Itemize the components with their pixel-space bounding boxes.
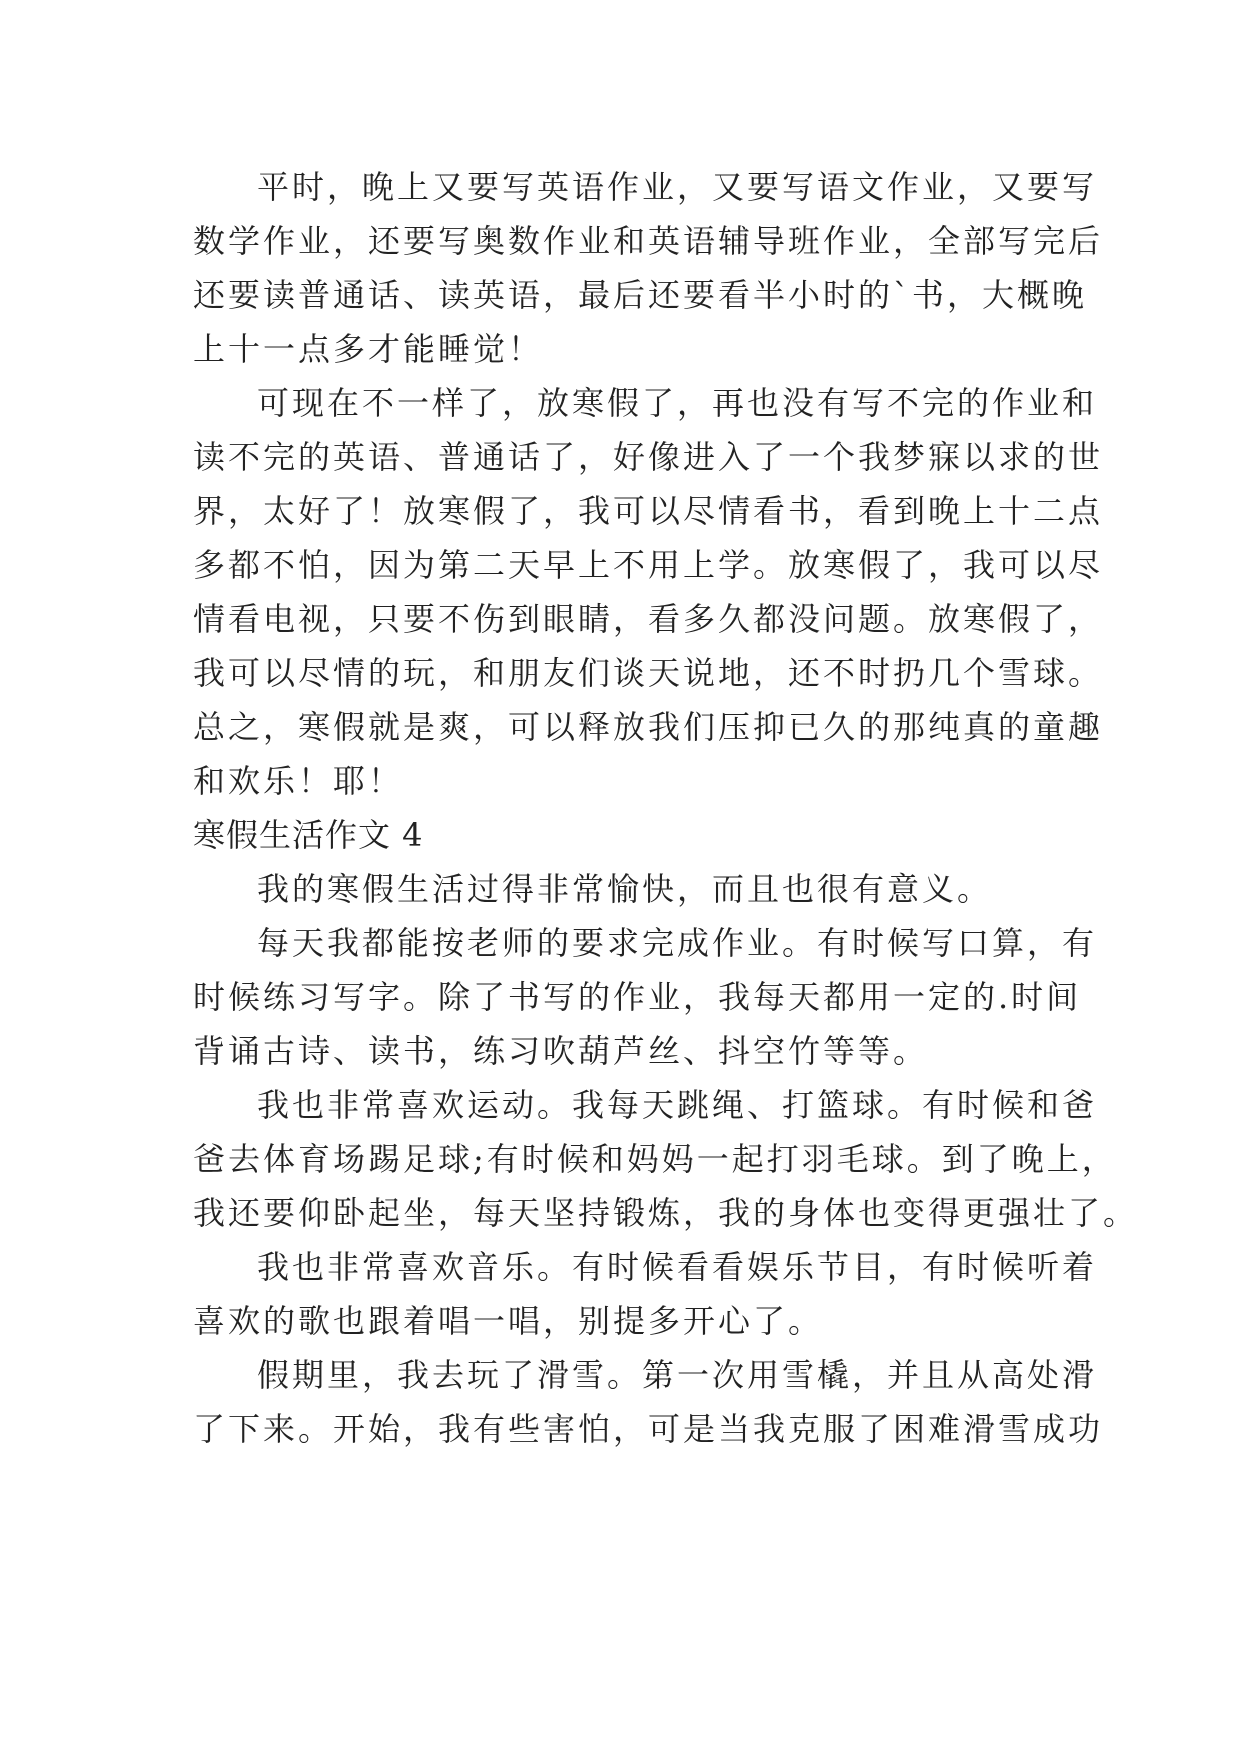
text-line: 界，太好了！放寒假了，我可以尽情看书，看到晚上十二点: [193, 492, 1104, 530]
text-line: 时候练习写字。除了书写的作业，我每天都用一定的.时间: [193, 978, 1082, 1016]
paragraph: [193, 160, 1104, 376]
text-line: 我也非常喜欢音乐。有时候看看娱乐节目，有时候听着: [257, 1248, 1098, 1286]
section-heading: 寒假生活作文 4: [193, 816, 424, 854]
text-line: 数学作业，还要写奥数作业和英语辅导班作业，全部写完后: [193, 222, 1104, 260]
paragraph: [193, 1078, 1139, 1240]
text-line: 我还要仰卧起坐，每天坚持锻炼，我的身体也变得更强壮了。: [193, 1194, 1139, 1232]
document-body: [193, 160, 1139, 1456]
text-line: 背诵古诗、读书，练习吹葫芦丝、抖空竹等等。: [193, 1032, 929, 1070]
text-line: 了下来。开始，我有些害怕，可是当我克服了困难滑雪成功: [193, 1410, 1104, 1448]
text-line: 和欢乐！耶！: [193, 762, 404, 800]
text-line: 爸去体育场踢足球;有时候和妈妈一起打羽毛球。到了晚上，: [193, 1140, 1117, 1178]
paragraph: [193, 916, 1098, 1078]
text-line: 我也非常喜欢运动。我每天跳绳、打篮球。有时候和爸: [257, 1086, 1098, 1124]
paragraph: [193, 862, 1073, 916]
text-line: 平时，晚上又要写英语作业，又要写语文作业，又要写: [257, 168, 1098, 206]
text-line: 喜欢的歌也跟着唱一唱，别提多开心了。: [193, 1302, 824, 1340]
text-line: 我可以尽情的玩，和朋友们谈天说地，还不时扔几个雪球。: [193, 654, 1104, 692]
paragraph: [193, 1240, 1098, 1348]
text-line: 假期里，我去玩了滑雪。第一次用雪橇，并且从高处滑: [257, 1356, 1098, 1394]
paragraph: [193, 376, 1104, 808]
text-line: 上十一点多才能睡觉！: [193, 330, 544, 368]
text-line: 多都不怕，因为第二天早上不用上学。放寒假了，我可以尽: [193, 546, 1104, 584]
text-line: 我的寒假生活过得非常愉快，而且也很有意义。: [257, 870, 993, 908]
text-line: 还要读普通话、读英语，最后还要看半小时的`书，大概晚: [193, 276, 1088, 314]
paragraph: [193, 1348, 1104, 1456]
text-line: 情看电视，只要不伤到眼睛，看多久都没问题。放寒假了，: [193, 600, 1104, 638]
text-line: 可现在不一样了，放寒假了，再也没有写不完的作业和: [257, 384, 1098, 422]
text-line: 总之，寒假就是爽，可以释放我们压抑已久的那纯真的童趣: [193, 708, 1104, 746]
text-line: 读不完的英语、普通话了，好像进入了一个我梦寐以求的世: [193, 438, 1104, 476]
text-line: 每天我都能按老师的要求完成作业。有时候写口算，有: [257, 924, 1098, 962]
